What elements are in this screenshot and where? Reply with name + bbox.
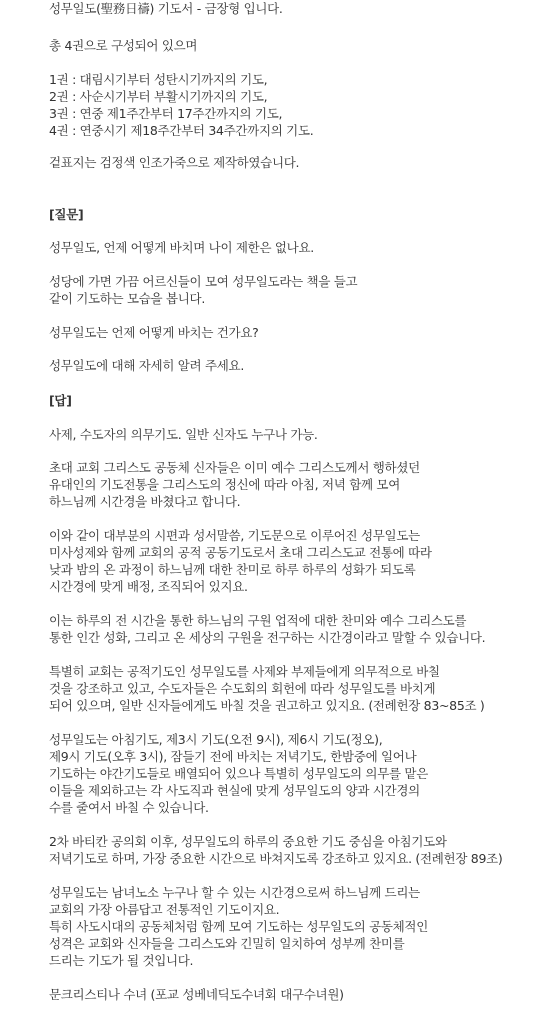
answer-line: 이와 같이 대부분의 시편과 성서말씀, 기도문으로 이루어진 성무일도는 bbox=[49, 528, 420, 543]
answer-line: 초대 교회 그리스도 공동체 신자들은 이미 예수 그리스도께서 행하셨던 bbox=[49, 460, 420, 475]
answer-line: 되어 있으며, 일반 신자들에게도 바칠 것을 권고하고 있지요. (전례헌장 83~85조 ) bbox=[49, 698, 485, 713]
answer-line: 교회의 가장 아름답고 전통적인 기도이지요. bbox=[49, 902, 280, 917]
volume-1: 1권 : 대림시기부터 성탄시기까지의 기도, bbox=[49, 72, 268, 87]
question-heading: [질문] bbox=[49, 207, 84, 222]
question-line: 성무일도에 대해 자세히 알려 주세요. bbox=[49, 358, 244, 373]
answer-line: 특히 사도시대의 공동체처럼 함께 모여 기도하는 성무일도의 공동체적인 bbox=[49, 919, 428, 934]
answer-line: 제9시 기도(오후 3시), 잠들기 전에 바치는 저녁기도, 한밤중에 일어나 bbox=[49, 749, 417, 764]
volume-3: 3권 : 연중 제1주간부터 17주간까지의 기도, bbox=[49, 106, 283, 121]
answer-line: 2차 바티칸 공의회 이후, 성무일도의 하루의 중요한 기도 중심을 아침기도와 bbox=[49, 834, 447, 849]
intro-composition: 총 4권으로 구성되어 있으며 bbox=[49, 38, 198, 53]
question-line: 같이 기도하는 모습을 봅니다. bbox=[49, 291, 205, 306]
answer-line: 하느님께 시간경을 바쳤다고 합니다. bbox=[49, 494, 241, 509]
answer-line: 성무일도는 아침기도, 제3시 기도(오전 9시), 제6시 기도(정오), bbox=[49, 732, 383, 747]
answer-line: 것을 강조하고 있고, 수도자들은 수도회의 회헌에 따라 성무일도를 바치게 bbox=[49, 681, 436, 696]
answer-line: 유대인의 기도전통을 그리스도의 정신에 따라 아침, 저녁 함께 모여 bbox=[49, 477, 400, 492]
intro-cover: 겉표지는 검정색 인조가죽으로 제작하였습니다. bbox=[49, 155, 300, 170]
answer-line: 성무일도는 남녀노소 누구나 할 수 있는 시간경으로써 하느님께 드리는 bbox=[49, 885, 420, 900]
answer-line: 저녁기도로 하며, 가장 중요한 시간으로 바쳐지도록 강조하고 있지요. (전례헌장 89조) bbox=[49, 851, 503, 866]
question-line: 성당에 가면 가끔 어르신들이 모여 성무일도라는 책을 들고 bbox=[49, 274, 358, 289]
question-line: 성무일도, 언제 어떻게 바치며 나이 제한은 없나요. bbox=[49, 240, 314, 255]
answer-line: 사제, 수도자의 의무기도. 일반 신자도 누구나 가능. bbox=[49, 427, 318, 442]
answer-line: 특별히 교회는 공적기도인 성무일도를 사제와 부제들에게 의무적으로 바칠 bbox=[49, 664, 440, 679]
answer-line: 시간경에 맞게 배정, 조직되어 있지요. bbox=[49, 579, 248, 594]
answer-line: 통한 인간 성화, 그리고 온 세상의 구원을 전구하는 시간경이라고 말할 수 있습니다. bbox=[49, 630, 486, 645]
signature: 문크리스티나 수녀 (포교 성베네딕도수녀회 대구수녀원) bbox=[49, 987, 344, 1002]
question-line: 성무일도는 언제 어떻게 바치는 건가요? bbox=[49, 325, 259, 340]
answer-line: 낮과 밤의 온 과정이 하느님께 대한 찬미로 하루 하루의 성화가 되도록 bbox=[49, 562, 416, 577]
answer-line: 미사성제와 함께 교회의 공적 공동기도로서 초대 그리스도교 전통에 따라 bbox=[49, 545, 432, 560]
volume-2: 2권 : 사순시기부터 부활시기까지의 기도, bbox=[49, 89, 268, 104]
answer-line: 이들을 제외하고는 각 사도직과 현실에 맞게 성무일도의 양과 시간경의 bbox=[49, 783, 420, 798]
answer-heading: [답] bbox=[49, 393, 72, 408]
answer-line: 성격은 교회와 신자들을 그리스도와 긴밀히 일치하여 성부께 찬미를 bbox=[49, 936, 405, 951]
answer-line: 이는 하루의 전 시간을 통한 하느님의 구원 업적에 대한 찬미와 예수 그리스도를 bbox=[49, 613, 467, 628]
intro-title: 성무일도(聖務日禱) 기도서 - 금장형 입니다. bbox=[49, 1, 283, 16]
answer-line: 수를 줄여서 바칠 수 있습니다. bbox=[49, 800, 209, 815]
answer-line: 기도하는 야간기도들로 배열되어 있으나 특별히 성무일도의 의무를 맡은 bbox=[49, 766, 428, 781]
answer-line: 드리는 기도가 될 것입니다. bbox=[49, 953, 194, 968]
volume-4: 4권 : 연중시기 제18주간부터 34주간까지의 기도. bbox=[49, 123, 314, 138]
